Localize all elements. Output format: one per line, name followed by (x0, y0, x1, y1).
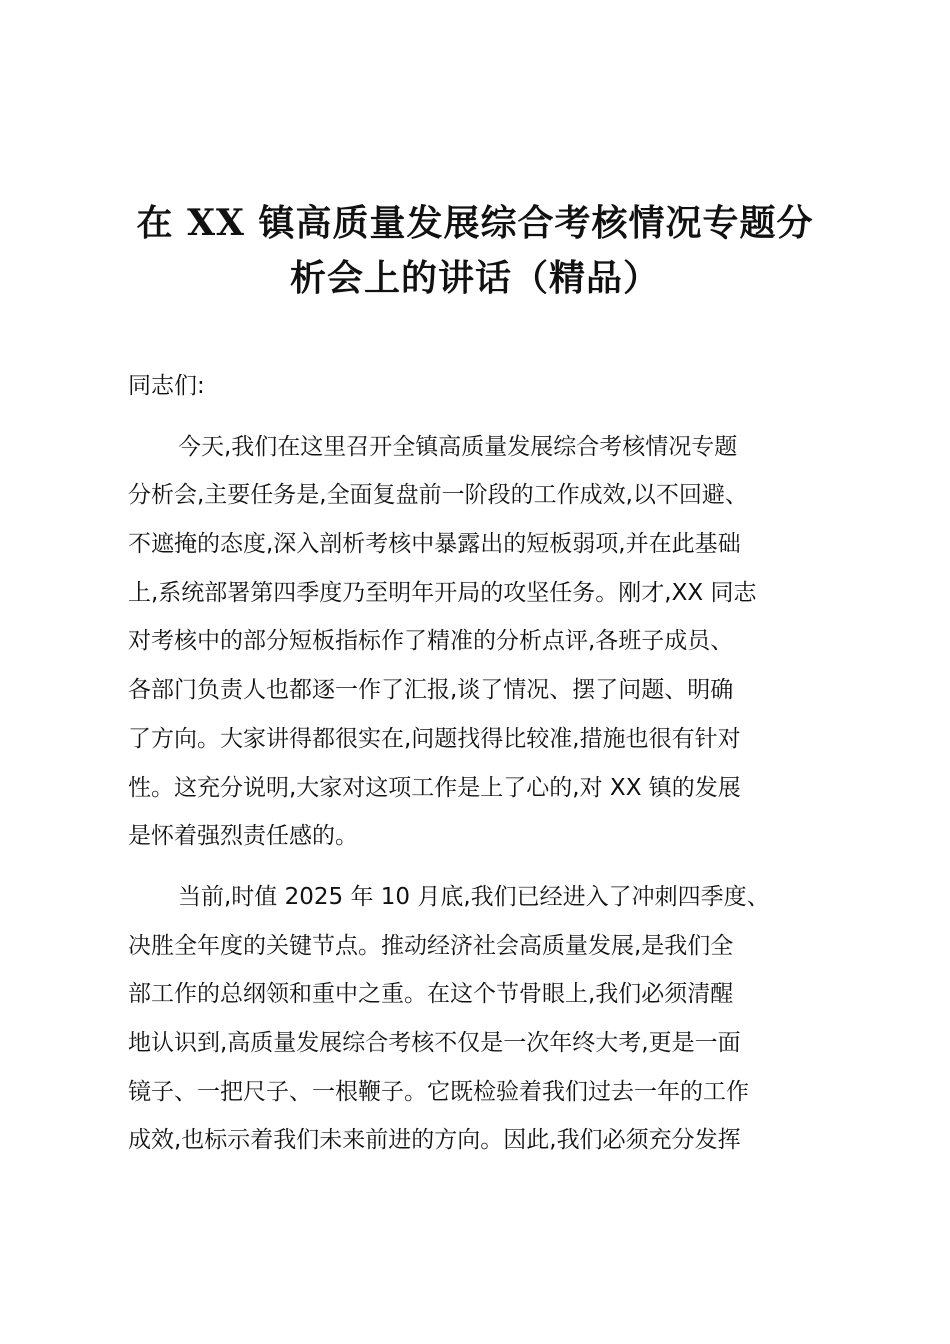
paragraph-line: 成效,也标示着我们未来前进的方向。因此,我们必须充分发挥 (128, 1127, 741, 1154)
document-title (120, 196, 830, 306)
title-line: 析会上的讲话（精品） (289, 257, 660, 299)
paragraph-line: 不遮掩的态度,深入剖析考核中暴露出的短板弱项,并在此基础 (128, 531, 741, 558)
paragraph-line: 上,系统部署第四季度乃至明年开局的攻坚任务。刚才,XX 同志 (128, 579, 757, 606)
paragraph-line: 是怀着强烈责任感的。 (128, 823, 358, 850)
paragraph-line: 分析会,主要任务是,全面复盘前一阶段的工作成效,以不回避、 (128, 482, 748, 509)
paragraph-line: 对考核中的部分短板指标作了精准的分析点评,各班子成员、 (128, 628, 734, 655)
document-body (128, 362, 828, 1165)
paragraph-1 (128, 423, 828, 861)
paragraph-gap (128, 861, 828, 873)
paragraph-2 (128, 873, 828, 1165)
paragraph-line: 了方向。大家讲得都很实在,问题找得比较准,措施也很有针对 (128, 725, 741, 752)
paragraph-line: 性。这充分说明,大家对这项工作是上了心的,对 XX 镇的发展 (128, 774, 741, 801)
paragraph-line: 今天,我们在这里召开全镇高质量发展综合考核情况专题 (178, 433, 738, 460)
paragraph-line: 各部门负责人也都逐一作了汇报,谈了情况、摆了问题、明确 (128, 677, 734, 704)
title-line: 在 XX 镇高质量发展综合考核情况专题分 (136, 202, 814, 244)
paragraph-line: 部工作的总纲领和重中之重。在这个节骨眼上,我们必须清醒 (128, 981, 734, 1008)
paragraph-line: 地认识到,高质量发展综合考核不仅是一次年终大考,更是一面 (128, 1029, 741, 1056)
paragraph-line: 决胜全年度的关键节点。推动经济社会高质量发展,是我们全 (128, 932, 734, 959)
paragraph-line: 当前,时值 2025 年 10 月底,我们已经进入了冲刺四季度、 (178, 883, 770, 910)
greeting: 同志们: (128, 373, 205, 399)
paragraph-line: 镜子、一把尺子、一根鞭子。它既检验着我们过去一年的工作 (128, 1078, 749, 1105)
